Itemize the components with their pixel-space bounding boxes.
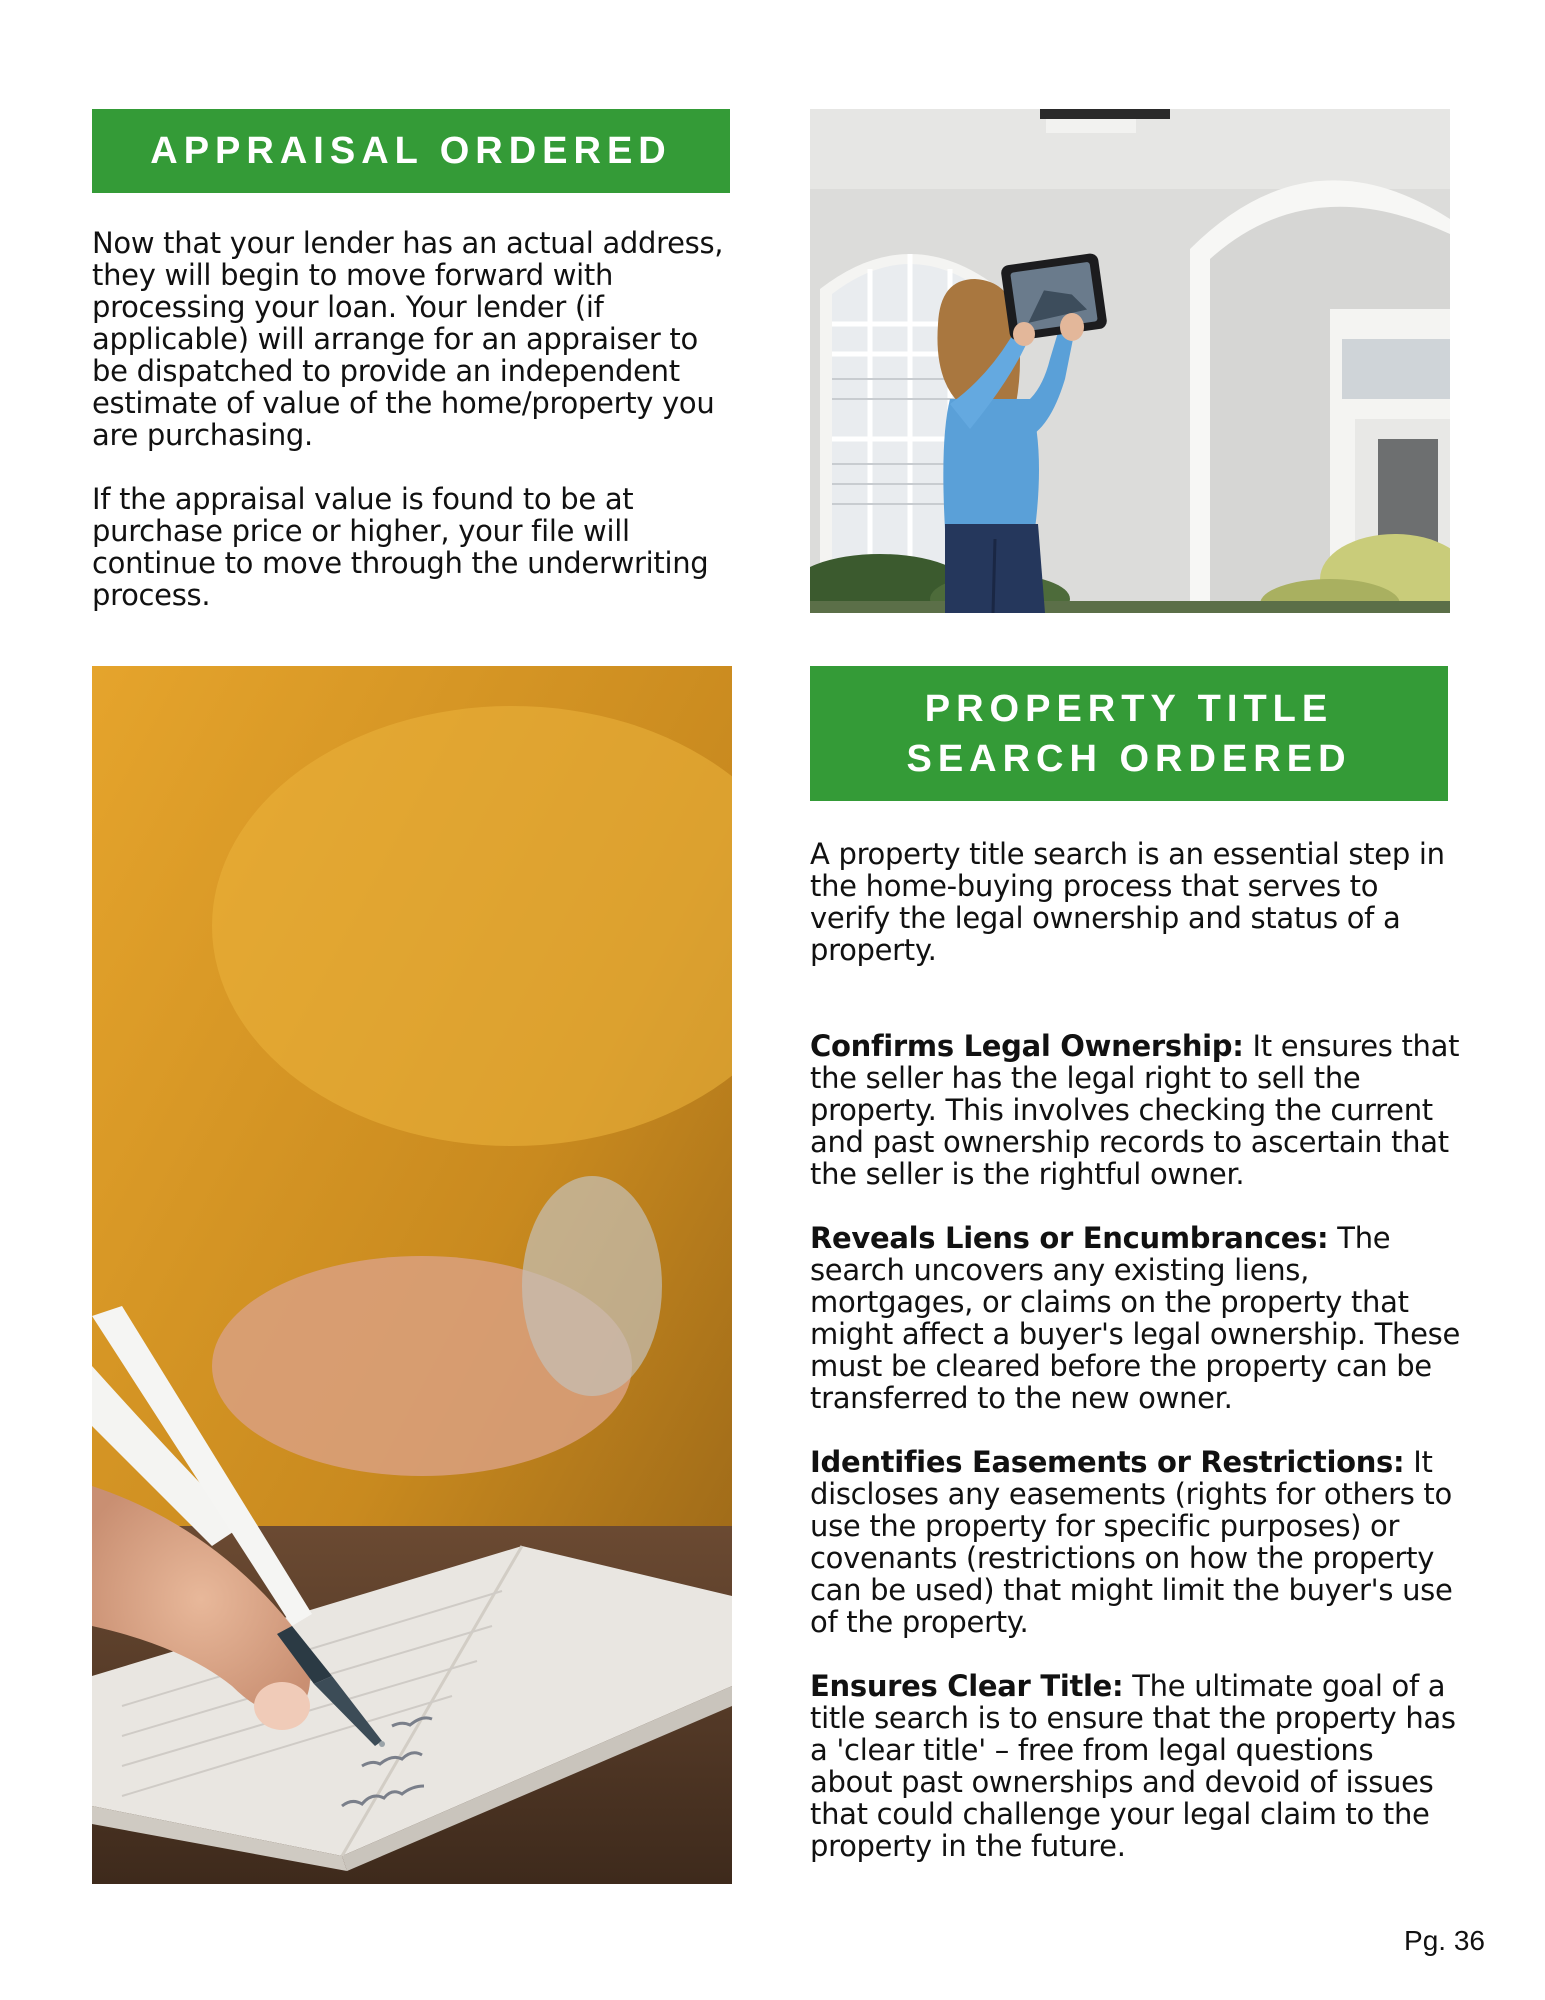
title-search-heading-banner	[810, 666, 1448, 801]
title-point-4-text: The ultimate goal of a title search is to ensure that the property has a 'clear title' – free from legal questions about past ownerships and devoid of issues that could challenge your legal claim to the property in the future.	[810, 1669, 1456, 1863]
title-point-2-text: The search uncovers any existing liens, mortgages, or claims on the property that might affect a buyer's legal ownership. These must be cleared before the property can be transferred to the new owner.	[810, 1221, 1460, 1415]
title-point-4	[810, 1670, 1460, 1862]
title-point-3-label: Identifies Easements or Restrictions:	[810, 1445, 1405, 1479]
title-point-2-label: Reveals Liens or Encumbrances:	[810, 1221, 1329, 1255]
page-number: Pg. 36	[1404, 1925, 1485, 1956]
appraiser-photo	[810, 109, 1450, 613]
appraisal-paragraph-1: Now that your lender has an actual address, they will begin to move forward with processing your loan. Your lender (if applicable) will arrange for an appraiser to be dispatched to provide an independent estimate of value of the home/property you are purchasing.	[92, 226, 724, 452]
title-search-heading: PROPERTY TITLE SEARCH ORDERED	[906, 687, 1352, 780]
writing-photo	[92, 666, 732, 1884]
title-point-1	[810, 1030, 1460, 1190]
title-point-3-text: It discloses any easements (rights for others to use the property for specific purposes) or covenants (restrictions on how the property can be used) that might limit the buyer's use of the property.	[810, 1445, 1453, 1639]
title-point-3	[810, 1446, 1460, 1638]
appraisal-paragraph-2: If the appraisal value is found to be at purchase price or higher, your file will continue to move through the underwriting process.	[92, 482, 709, 612]
title-search-intro: A property title search is an essential step in the home-buying process that serves to verify the legal ownership and status of a property.	[810, 837, 1445, 967]
appraiser-photo-illustration	[810, 109, 1450, 613]
appraisal-heading: APPRAISAL ORDERED	[150, 130, 672, 172]
title-point-1-label: Confirms Legal Ownership:	[810, 1029, 1244, 1063]
appraisal-heading-banner	[92, 109, 730, 193]
title-search-body	[810, 838, 1460, 1894]
title-point-2	[810, 1222, 1460, 1414]
title-point-1-text: It ensures that the seller has the legal right to sell the property. This involves checking the current and past ownership records to ascertain that the seller is the rightful owner.	[810, 1029, 1460, 1191]
title-point-4-label: Ensures Clear Title:	[810, 1669, 1124, 1703]
writing-photo-illustration	[92, 666, 732, 1884]
appraisal-body	[92, 227, 742, 611]
